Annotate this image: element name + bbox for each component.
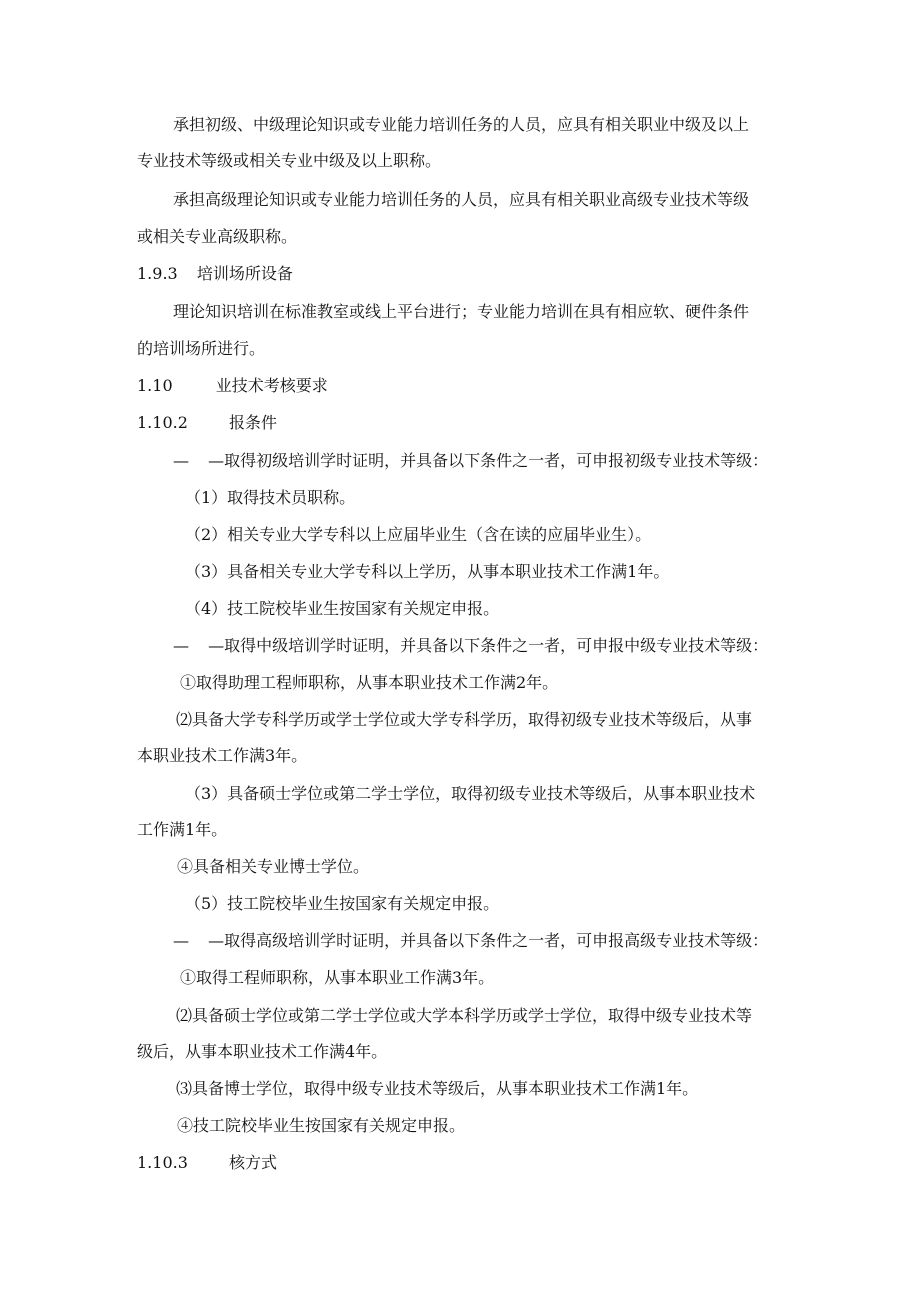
junior-item-2: （2）相关专业大学专科以上应届毕业生（含在读的应届毕业生）。: [185, 525, 652, 544]
paragraph-trainer-senior-line-1: 承担高级理论知识或专业能力培训任务的人员，应具有相关职业高级专业技术等级: [173, 190, 750, 209]
intermediate-item-3-line-2: 工作满1年。: [137, 820, 228, 839]
senior-intro-text: —取得高级培训学时证明，并具备以下条件之一者，可申报高级专业技术等级：: [208, 931, 769, 950]
heading-title: 业技术考核要求: [215, 376, 328, 395]
heading-title: 培训场所设备: [196, 264, 293, 283]
heading-title: 核方式: [228, 1153, 277, 1172]
senior-item-2-line-2: 级后，从事本职业技术工作满4年。: [137, 1042, 388, 1061]
intermediate-item-5: （5）技工院校毕业生按国家有关规定申报。: [185, 894, 500, 913]
senior-intro: [173, 931, 768, 951]
senior-item-3: ⑶具备博士学位，取得中级专业技术等级后，从事本职业技术工作满1年。: [176, 1079, 699, 1098]
heading-number: 1.10: [137, 376, 173, 395]
intermediate-item-2-line-1: ⑵具备大学专科学历或学士学位或大学专科学历，取得初级专业技术等级后，从事: [176, 710, 753, 729]
heading-title: 报条件: [228, 413, 277, 432]
intermediate-item-2-line-2: 本职业技术工作满3年。: [137, 746, 308, 765]
senior-item-4: ④技工院校毕业生按国家有关规定申报。: [177, 1116, 466, 1135]
paragraph-trainer-senior-line-2: 或相关专业高级职称。: [137, 227, 298, 246]
dash-marker: —: [173, 636, 189, 655]
heading-1-10-3: [137, 1153, 277, 1173]
junior-item-3: （3）具备相关专业大学专科以上学历，从事本职业技术工作满1年。: [185, 562, 670, 581]
dash-marker: —: [173, 451, 189, 470]
paragraph-trainer-junior-line-2: 专业技术等级或相关专业中级及以上职称。: [137, 151, 442, 170]
junior-item-1: （1）取得技术员职称。: [185, 488, 356, 507]
intermediate-item-1: ①取得助理工程师职称，从事本职业技术工作满2年。: [180, 673, 559, 692]
junior-intro-text: —取得初级培训学时证明，并具备以下条件之一者，可申报初级专业技术等级：: [208, 451, 769, 470]
heading-1-10: [137, 376, 328, 396]
heading-number: 1.9.3: [137, 264, 178, 283]
senior-item-2-line-1: ⑵具备硕士学位或第二学士学位或大学本科学历或学士学位，取得中级专业技术等: [176, 1006, 753, 1025]
intermediate-intro: [173, 636, 768, 656]
senior-item-1: ①取得工程师职称，从事本职业工作满3年。: [180, 968, 495, 987]
paragraph-facilities-line-1: 理论知识培训在标准教室或线上平台进行；专业能力培训在具有相应软、硬件条件: [173, 302, 750, 321]
paragraph-trainer-junior-line-1: 承担初级、中级理论知识或专业能力培训任务的人员，应具有相关职业中级及以上: [173, 115, 750, 134]
heading-number: 1.10.3: [137, 1153, 188, 1172]
heading-number: 1.10.2: [137, 413, 188, 432]
intermediate-item-3-line-1: （3）具备硕士学位或第二学士学位，取得初级专业技术等级后，从事本职业技术: [185, 784, 756, 803]
heading-1-9-3: [137, 264, 293, 284]
paragraph-facilities-line-2: 的培训场所进行。: [137, 339, 266, 358]
heading-1-10-2: [137, 413, 277, 433]
junior-item-4: （4）技工院校毕业生按国家有关规定申报。: [185, 599, 500, 618]
intermediate-intro-text: —取得中级培训学时证明，并具备以下条件之一者，可申报中级专业技术等级：: [208, 636, 769, 655]
dash-marker: —: [173, 931, 189, 950]
junior-intro: [173, 451, 768, 471]
intermediate-item-4: ④具备相关专业博士学位。: [177, 857, 370, 876]
